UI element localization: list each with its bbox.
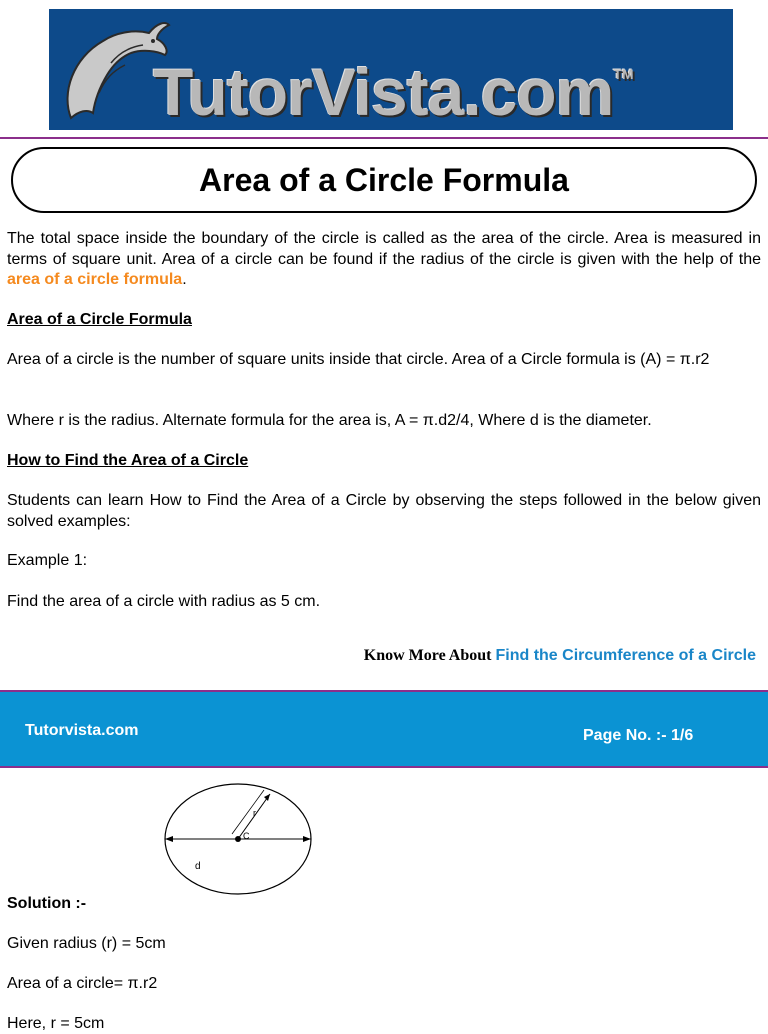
know-more-prefix: Know More About [363, 647, 496, 664]
circumference-link[interactable]: Find the Circumference of a Circle [495, 647, 756, 664]
know-more [364, 647, 756, 665]
diameter-label: d [195, 861, 201, 872]
diameter-arrow-right [303, 836, 311, 842]
solution-line2: Area of a circle= π.r2 [7, 975, 158, 992]
page-footer [0, 690, 768, 768]
section1-para2: Where r is the radius. Alternate formula for the area is, A = π.d2/4, Where d is the diameter. [7, 412, 652, 429]
section2-para1: Students can learn How to Find the Area of a Circle by observing the steps followed in the below given solved examples: [7, 492, 761, 530]
diameter-arrow-left [165, 836, 173, 842]
radius-label: r [253, 808, 256, 818]
title-box [11, 147, 757, 213]
header-divider [0, 137, 768, 139]
center-label: C [243, 831, 250, 841]
solution-heading: Solution :- [7, 895, 87, 912]
section1-para1: Area of a circle is the number of square units inside that circle. Area of a Circle formula is (A) = π.r2 [7, 351, 710, 368]
logo-text: TutorVista.com™ [153, 55, 634, 129]
section2-heading: How to Find the Area of a Circle [7, 452, 249, 469]
page-title: Area of a Circle Formula [199, 161, 569, 198]
area-formula-link[interactable]: area of a circle formula [7, 271, 183, 288]
circle-diagram [160, 782, 320, 902]
solution-line1: Given radius (r) = 5cm [7, 935, 166, 952]
example-label: Example 1: [7, 552, 88, 569]
radius-arrow [264, 794, 270, 801]
center-point [235, 836, 241, 842]
footer-site: Tutorvista.com [25, 722, 139, 739]
intro-paragraph: The total space inside the boundary of the circle is called as the area of the circle. Area is measured in terms of square unit. Area of a circle can be found if the radius of the circle is given with the help of the area of a circle formula. [7, 230, 761, 288]
header-banner [49, 9, 733, 130]
intro-text: The total space inside the boundary of the circle is called as the area of the circle. Area is measured in terms of square unit. Area of a circle can be found if the radius of the circle is given with the help of the [7, 230, 761, 268]
section1-heading: Area of a Circle Formula [7, 311, 192, 328]
example-text: Find the area of a circle with radius as 5 cm. [7, 593, 321, 610]
radius-dimension [232, 790, 264, 834]
solution-line3: Here, r = 5cm [7, 1015, 105, 1032]
page-number: Page No. :- 1/6 [583, 727, 694, 744]
